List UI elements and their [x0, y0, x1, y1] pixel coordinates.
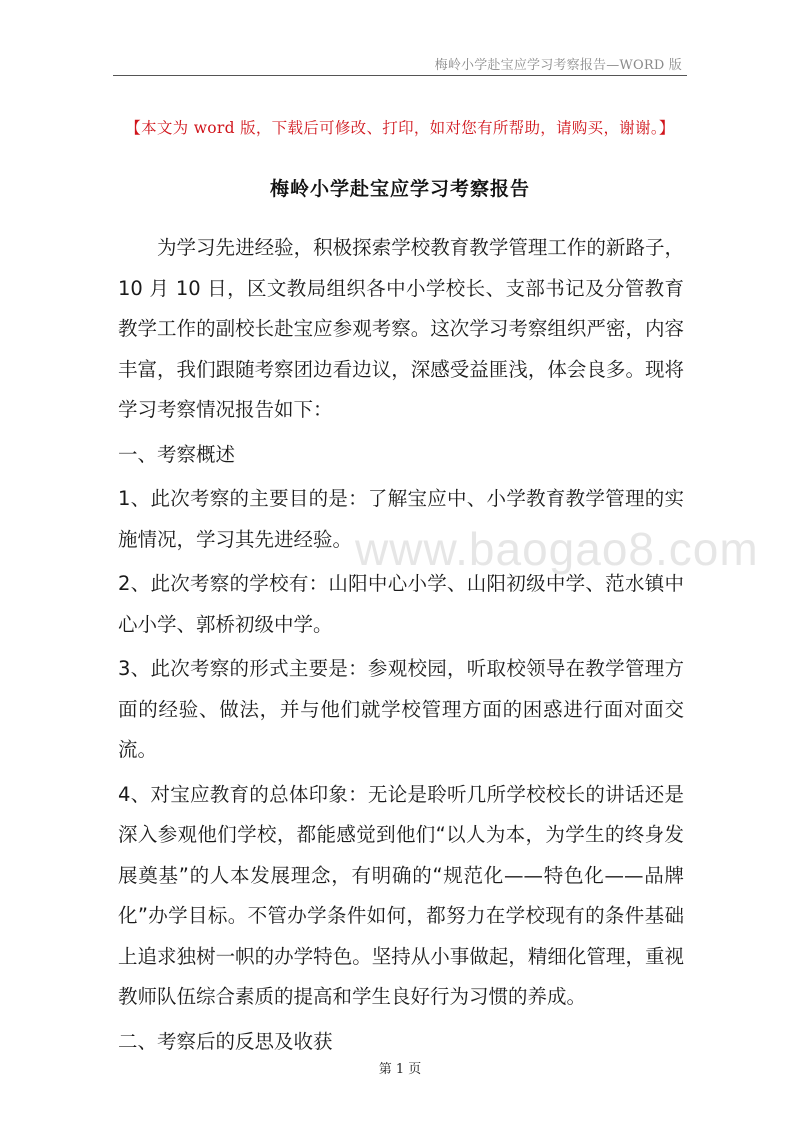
paragraph-item-3: 3、此次考察的形式主要是：参观校园，听取校领导在教学管理方面的经验、做法，并与他们就学校管理方面的困惑进行面对面交流。 [118, 657, 684, 761]
running-header: 梅岭小学赴宝应学习考察报告—WORD 版 [434, 58, 682, 73]
document-title: 梅岭小学赴宝应学习考察报告 [269, 178, 530, 200]
paragraph-item-1: 1、此次考察的主要目的是：了解宝应中、小学教育教学管理的实施情况，学习其先进经验。 [118, 487, 684, 551]
document-body [118, 228, 684, 1062]
header-divider [113, 75, 687, 76]
download-notice: 【本文为 word 版，下载后可修改、打印，如对您有所帮助，请购买，谢谢。】 [125, 119, 675, 137]
watermark: www.baogao8.com [355, 523, 759, 575]
section-heading-reflection: 二、考察后的反思及收获 [118, 1029, 333, 1053]
section-heading-overview: 一、考察概述 [118, 442, 236, 466]
intro-paragraph: 为学习先进经验，积极探索学校教育教学管理工作的新路子，10 月 10 日，区文教局组织各中小学校长、支部书记及分管教育教学工作的副校长赴宝应参观考察。这次学习考察组织严密，内容丰富，我们跟随考察团边看边议，深感受益匪浅，体会良多。现将学习考察情况报告如下： [118, 236, 684, 421]
paragraph-item-4: 4、对宝应教育的总体印象：无论是聆听几所学校校长的讲话还是深入参观他们学校，都能感觉到他们“以人为本，为学生的终身发展奠基”的人本发展理念，有明确的“规范化——特色化——品牌化”办学目标。不管办学条件如何，都努力在学校现有的条件基础上追求独树一帜的办学特色。坚持从小事做起，精细化管理，重视教师队伍综合素质的提高和学生良好行为习惯的养成。 [118, 782, 684, 1008]
page-number: 第 1 页 [378, 1062, 422, 1077]
paragraph-item-2: 2、此次考察的学校有：山阳中心小学、山阳初级中学、范水镇中心小学、郭桥初级中学。 [118, 572, 684, 636]
